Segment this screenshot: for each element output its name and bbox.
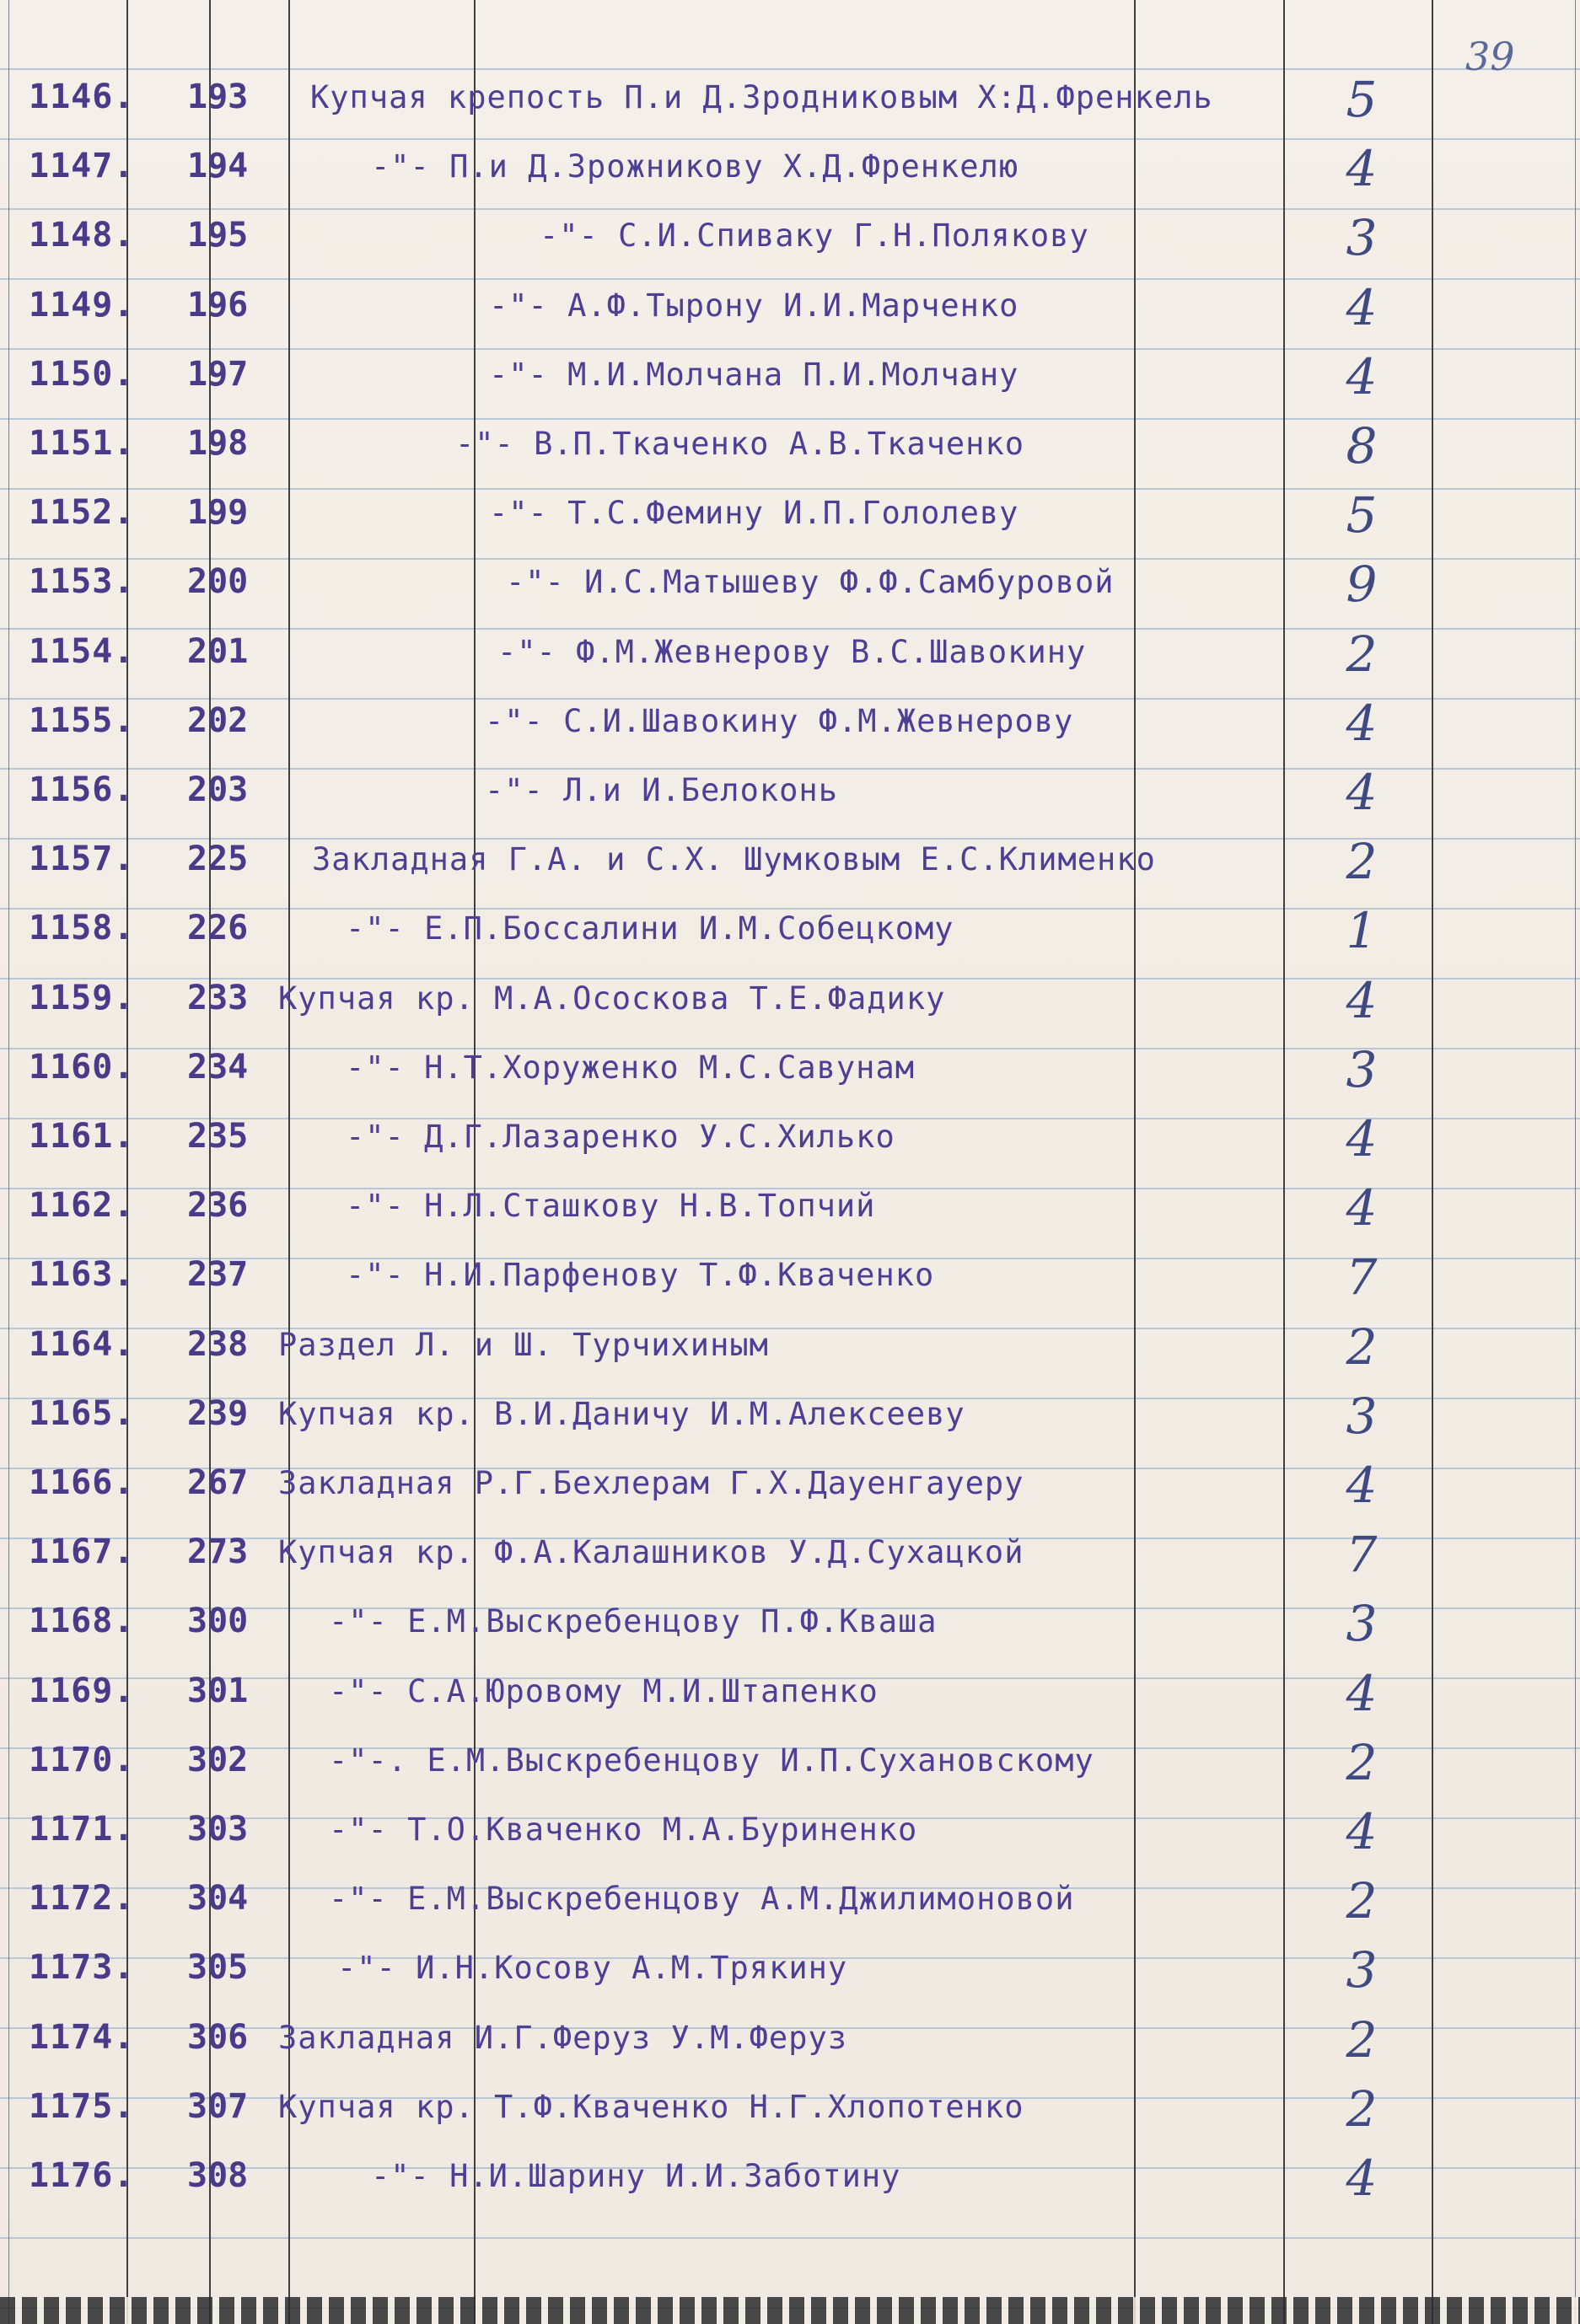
entry-number: 1149. <box>29 285 135 325</box>
sheet-count: 2 <box>1346 1733 1378 1791</box>
entry-description: -"-. Е.М.Выскребенцову И.П.Сухановскому <box>329 1742 1094 1779</box>
entry-description: -"- Н.Л.Сташкову Н.В.Топчий <box>346 1188 876 1225</box>
sheet-count: 2 <box>1346 625 1378 683</box>
register-number: 225 <box>187 840 249 879</box>
sheet-count: 3 <box>1346 1941 1378 1999</box>
entry-number: 1166. <box>29 1463 135 1502</box>
entry-description: -"- Е.М.Выскребенцову А.М.Джилимоновой <box>329 1881 1075 1918</box>
sheet-count: 3 <box>1346 1595 1378 1653</box>
table-row <box>0 829 1580 899</box>
entry-description: -"- П.и Д.Зрожникову Х.Д.Френкелю <box>371 148 1019 185</box>
entry-description: Купчая кр. В.И.Даничу И.М.Алексееву <box>278 1395 965 1432</box>
entry-number: 1153. <box>29 562 135 602</box>
entry-number: 1160. <box>29 1047 135 1087</box>
entry-number: 1151. <box>29 424 135 463</box>
register-number: 195 <box>187 216 249 255</box>
register-number: 238 <box>187 1324 249 1364</box>
register-number: 197 <box>187 354 249 394</box>
entry-number: 1164. <box>29 1324 135 1364</box>
table-row <box>0 552 1580 621</box>
sheet-count: 8 <box>1346 417 1378 475</box>
register-number: 302 <box>187 1740 249 1779</box>
register-number: 203 <box>187 770 249 809</box>
entry-description: -"- Л.и И.Белоконь <box>485 772 838 808</box>
table-row <box>0 1453 1580 1522</box>
sheet-count: 4 <box>1346 140 1378 198</box>
entry-number: 1158. <box>29 909 135 948</box>
entry-number: 1162. <box>29 1186 135 1226</box>
entry-description: -"- Д.Г.Лазаренко У.С.Хилько <box>346 1119 895 1155</box>
table-row <box>0 1384 1580 1453</box>
table-row <box>0 969 1580 1038</box>
entry-description: -"- Н.И.Парфенову Т.Ф.Кваченко <box>346 1257 935 1294</box>
table-row <box>0 1800 1580 1869</box>
table-row <box>0 67 1580 137</box>
entry-description: Купчая крепость П.и Д.Зродниковым Х:Д.Френкель <box>310 79 1213 115</box>
table-row <box>0 414 1580 483</box>
entry-description: -"- Т.С.Фемину И.П.Гололеву <box>489 495 1019 532</box>
entry-description: Купчая кр. М.А.Ососкова Т.Е.Фадику <box>278 980 946 1017</box>
register-number: 200 <box>187 562 249 602</box>
entry-description: -"- С.А.Юровому М.И.Штапенко <box>329 1672 879 1709</box>
entry-number: 1170. <box>29 1740 135 1779</box>
sheet-count: 7 <box>1346 1526 1378 1584</box>
register-number: 303 <box>187 1810 249 1849</box>
table-row <box>0 1938 1580 2007</box>
entry-description: -"- А.Ф.Тырону И.И.Марченко <box>489 287 1019 324</box>
sheet-count: 4 <box>1346 1803 1378 1860</box>
entry-description: -"- И.Н.Косову А.М.Трякину <box>337 1950 848 1987</box>
table-row <box>0 1731 1580 1800</box>
entry-number: 1168. <box>29 1602 135 1641</box>
sheet-count: 2 <box>1346 1872 1378 1930</box>
entry-number: 1157. <box>29 840 135 879</box>
entry-number: 1152. <box>29 493 135 533</box>
sheet-count: 4 <box>1346 694 1378 752</box>
entry-description: -"- Е.М.Выскребенцову П.Ф.Кваша <box>329 1603 938 1640</box>
register-number: 226 <box>187 909 249 948</box>
entry-number: 1156. <box>29 770 135 809</box>
register-number: 202 <box>187 700 249 740</box>
sheet-count: 4 <box>1346 2150 1378 2207</box>
sheet-count: 9 <box>1346 556 1378 614</box>
register-number: 305 <box>187 1948 249 1988</box>
entry-description: Купчая кр. Ф.А.Калашников У.Д.Сухацкой <box>278 1534 1024 1571</box>
register-number: 239 <box>187 1393 249 1433</box>
entry-number: 1163. <box>29 1255 135 1295</box>
entry-number: 1171. <box>29 1810 135 1849</box>
entry-description: -"- Н.Т.Хоруженко М.С.Савунам <box>346 1049 916 1086</box>
sheet-count: 5 <box>1346 486 1378 545</box>
register-number: 196 <box>187 285 249 325</box>
entry-description: -"- М.И.Молчана П.И.Молчану <box>489 356 1019 393</box>
register-number: 267 <box>187 1463 249 1502</box>
sheet-count: 3 <box>1346 209 1378 267</box>
table-row <box>0 1869 1580 1938</box>
entry-description: Закладная И.Г.Феруз У.М.Феруз <box>278 2019 848 2056</box>
table-row <box>0 1661 1580 1731</box>
entry-number: 1147. <box>29 147 135 186</box>
sheet-count: 1 <box>1346 902 1378 960</box>
register-number: 201 <box>187 631 249 671</box>
sheet-count: 7 <box>1346 1248 1378 1307</box>
sheet-count: 4 <box>1346 1457 1378 1514</box>
sheet-count: 2 <box>1346 2010 1378 2069</box>
entry-number: 1169. <box>29 1671 135 1710</box>
entry-description: Купчая кр. Т.Ф.Кваченко Н.Г.Хлопотенко <box>278 2088 1024 2125</box>
table-row <box>0 899 1580 968</box>
entry-number: 1172. <box>29 1879 135 1919</box>
sheet-count: 2 <box>1346 833 1378 891</box>
binding-edge <box>0 2297 1580 2324</box>
entry-number: 1146. <box>29 78 135 116</box>
register-number: 235 <box>187 1117 249 1156</box>
register-number: 304 <box>187 1879 249 1919</box>
entry-description: -"- С.И.Спиваку Г.Н.Полякову <box>540 217 1089 255</box>
table-row <box>0 622 1580 691</box>
register-number: 300 <box>187 1602 249 1641</box>
sheet-count: 3 <box>1346 1040 1378 1098</box>
entry-number: 1175. <box>29 2086 135 2126</box>
table-row <box>0 206 1580 275</box>
register-number: 233 <box>187 978 249 1017</box>
table-row <box>0 2077 1580 2146</box>
register-number: 306 <box>187 2017 249 2057</box>
entry-number: 1173. <box>29 1948 135 1988</box>
page-number: 39 <box>1465 34 1515 79</box>
entry-description: -"- С.И.Шавокину Ф.М.Жевнерову <box>485 702 1074 739</box>
sheet-count: 4 <box>1346 764 1378 821</box>
register-number: 199 <box>187 493 249 533</box>
sheet-count: 2 <box>1346 2080 1378 2138</box>
entry-number: 1161. <box>29 1117 135 1156</box>
sheet-count: 3 <box>1346 1387 1378 1445</box>
table-row <box>0 2008 1580 2077</box>
entry-description: Раздел Л. и Ш. Турчихиным <box>278 1326 769 1363</box>
entry-description: Закладная Р.Г.Бехлерам Г.Х.Дауенгауеру <box>278 1465 1024 1501</box>
entry-description: -"- Т.О.Кваченко М.А.Буриненко <box>329 1811 918 1848</box>
table-row <box>0 483 1580 552</box>
entry-number: 1174. <box>29 2017 135 2057</box>
entry-number: 1159. <box>29 978 135 1017</box>
table-row <box>0 1522 1580 1591</box>
table-row <box>0 1176 1580 1245</box>
sheet-count: 5 <box>1346 71 1378 128</box>
entry-description: -"- Е.П.Боссалини И.М.Собецкому <box>346 910 954 947</box>
register-number: 193 <box>187 78 249 116</box>
table-row <box>0 137 1580 206</box>
entry-number: 1167. <box>29 1532 135 1572</box>
entry-description: Закладная Г.А. и С.Х. Шумковым Е.С.Клименко <box>312 841 1156 878</box>
entry-number: 1150. <box>29 354 135 394</box>
entry-number: 1154. <box>29 631 135 671</box>
table-row <box>0 2146 1580 2215</box>
entry-number: 1155. <box>29 700 135 740</box>
register-number: 198 <box>187 424 249 463</box>
table-row <box>0 345 1580 414</box>
register-number: 236 <box>187 1186 249 1226</box>
table-row <box>0 1107 1580 1176</box>
sheet-count: 2 <box>1346 1318 1378 1376</box>
register-number: 273 <box>187 1532 249 1572</box>
sheet-count: 4 <box>1346 278 1378 336</box>
table-row <box>0 1591 1580 1661</box>
register-number: 234 <box>187 1047 249 1087</box>
register-number: 237 <box>187 1255 249 1295</box>
sheet-count: 4 <box>1346 1179 1378 1237</box>
table-row <box>0 760 1580 829</box>
entry-number: 1165. <box>29 1393 135 1433</box>
register-number: 308 <box>187 2156 249 2195</box>
entry-number: 1176. <box>29 2156 135 2195</box>
table-row <box>0 276 1580 345</box>
sheet-count: 4 <box>1346 971 1378 1029</box>
entry-description: -"- В.П.Ткаченко А.В.Ткаченко <box>455 426 1025 462</box>
table-row <box>0 691 1580 760</box>
register-number: 307 <box>187 2086 249 2126</box>
sheet-count: 4 <box>1346 1664 1378 1722</box>
sheet-count: 4 <box>1346 347 1378 405</box>
entry-number: 1148. <box>29 216 135 255</box>
sheet-count: 4 <box>1346 1110 1378 1167</box>
table-row <box>0 1038 1580 1107</box>
entry-description: -"- Ф.М.Жевнерову В.С.Шавокину <box>497 633 1087 670</box>
register-number: 301 <box>187 1671 249 1710</box>
register-number: 194 <box>187 147 249 186</box>
table-row <box>0 1315 1580 1384</box>
entry-description: -"- И.С.Матышеву Ф.Ф.Самбуровой <box>506 564 1115 601</box>
table-row <box>0 1245 1580 1314</box>
entry-description: -"- Н.И.Шарину И.И.Заботину <box>371 2158 901 2194</box>
